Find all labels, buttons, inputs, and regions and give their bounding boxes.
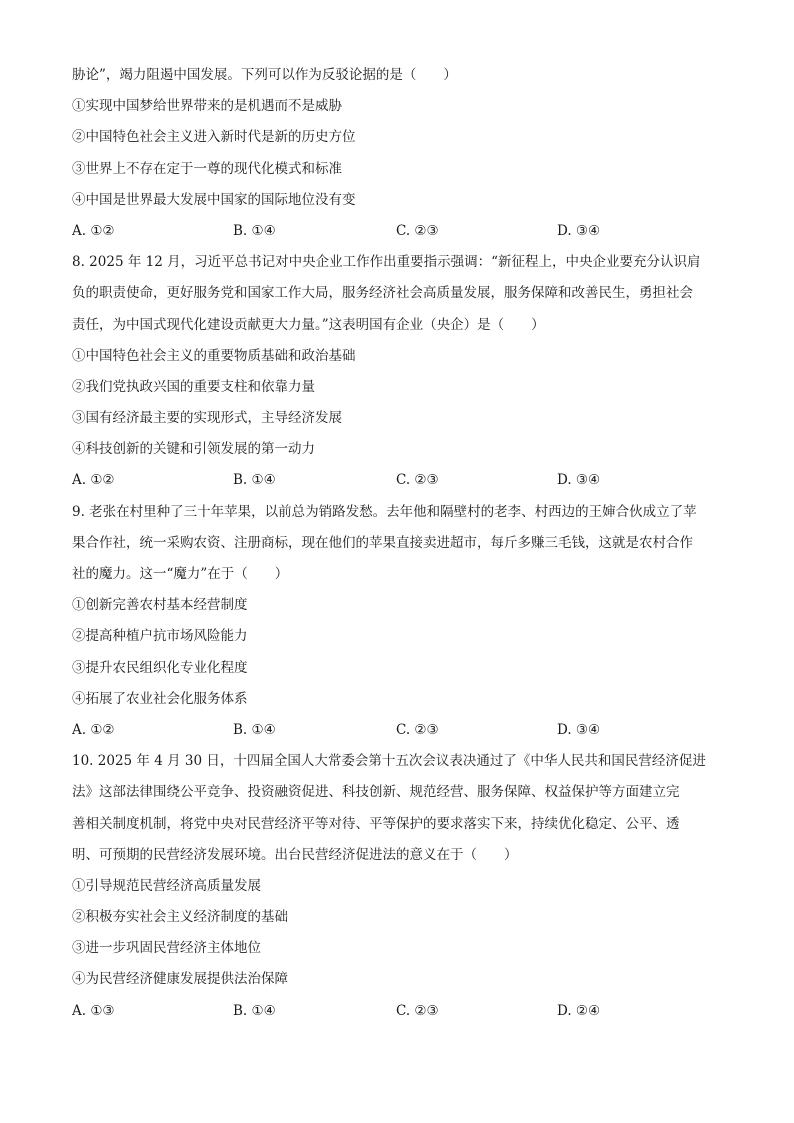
choice-a: A. ①③ — [72, 1002, 115, 1019]
choice-c: C. ②③ — [396, 472, 439, 489]
question-stem-line: 10. 2025 年 4 月 30 日，十四届全国人大常委会第十五次会议表决通过了《中华人民共和国民营经济促进 — [72, 753, 706, 770]
option-2: ②中国特色社会主义进入新时代是新的历史方位 — [72, 129, 356, 146]
choice-a: A. ①② — [72, 222, 115, 239]
exam-page — [72, 60, 732, 1027]
option-2: ②我们党执政兴国的重要支柱和依靠力量 — [72, 378, 315, 395]
option-1: ①实现中国梦给世界带来的是机遇而不是威胁 — [72, 98, 342, 115]
choice-b: B. ①④ — [233, 472, 276, 489]
question-10 — [72, 746, 732, 1027]
question-stem-line: 善相关制度机制，将党中央对民营经济平等对待、平等保护的要求落实下来，持续优化稳定、公平、透 — [72, 815, 680, 832]
answer-choices — [72, 715, 732, 746]
choice-b: B. ①④ — [233, 721, 276, 738]
option-2: ②提高种植户抗市场风险能力 — [72, 628, 248, 645]
choice-a: A. ①② — [72, 721, 115, 738]
question-stem-line: 果合作社，统一采购农资、注册商标，现在他们的苹果直接卖进超市，每斤多赚三毛钱，这就是农村合作 — [72, 534, 693, 551]
option-3: ③世界上不存在定于一尊的现代化模式和标准 — [72, 160, 342, 177]
question-stem-line: 社的魔力。这一“魔力”在于（ ） — [72, 566, 289, 582]
question-stem-line: 责任，为中国式现代化建设贡献更大力量。”这表明国有企业（央企）是（ ） — [72, 316, 545, 333]
answer-choices — [72, 996, 732, 1027]
option-4: ④科技创新的关键和引领发展的第一动力 — [72, 441, 315, 458]
choice-d: D. ③④ — [557, 472, 601, 489]
question-stem-line: 9. 老张在村里种了三十年苹果，以前总为销路发愁。去年他和隔壁村的老李、村西边的王婶合伙成立了苹 — [72, 503, 697, 520]
question-9 — [72, 497, 732, 747]
question-stem-line: 8. 2025 年 12 月，习近平总书记对中央企业工作作出重要指示强调：“新征程上，中央企业要充分认识肩 — [72, 254, 701, 271]
option-4: ④为民营经济健康发展提供法治保障 — [72, 971, 288, 988]
question-stem-line: 法》这部法律围绕公平竞争、投资融资促进、科技创新、规范经营、服务保障、权益保护等方面建立完 — [72, 784, 680, 801]
choice-b: B. ①④ — [233, 222, 276, 239]
question-7 — [72, 60, 732, 247]
choice-d: D. ②④ — [557, 1002, 601, 1019]
question-8 — [72, 247, 732, 497]
option-2: ②积极夯实社会主义经济制度的基础 — [72, 909, 288, 926]
option-1: ①引导规范民营经济高质量发展 — [72, 877, 261, 894]
choice-d: D. ③④ — [557, 721, 601, 738]
option-4: ④拓展了农业社会化服务体系 — [72, 690, 248, 707]
question-stem-line: 负的职责使命，更好服务党和国家工作大局，服务经济社会高质量发展，服务保障和改善民生，勇担社会 — [72, 285, 693, 302]
question-stem-line: 明、可预期的民营经济发展环境。出台民营经济促进法的意义在于（ ） — [72, 846, 518, 863]
option-1: ①创新完善农村基本经营制度 — [72, 597, 248, 614]
choice-c: C. ②③ — [396, 1002, 439, 1019]
choice-d: D. ③④ — [557, 222, 601, 239]
option-3: ③进一步巩固民营经济主体地位 — [72, 940, 261, 957]
answer-choices — [72, 465, 732, 496]
option-4: ④中国是世界最大发展中国家的国际地位没有变 — [72, 191, 356, 208]
option-3: ③国有经济最主要的实现形式，主导经济发展 — [72, 410, 342, 427]
option-1: ①中国特色社会主义的重要物质基础和政治基础 — [72, 347, 356, 364]
question-stem: 胁论”，竭力阻遏中国发展。下列可以作为反驳论据的是（ ） — [72, 67, 457, 83]
choice-c: C. ②③ — [396, 222, 439, 239]
choice-a: A. ①② — [72, 472, 115, 489]
choice-b: B. ①④ — [233, 1002, 276, 1019]
choice-c: C. ②③ — [396, 721, 439, 738]
answer-choices — [72, 216, 732, 247]
option-3: ③提升农民组织化专业化程度 — [72, 659, 248, 676]
